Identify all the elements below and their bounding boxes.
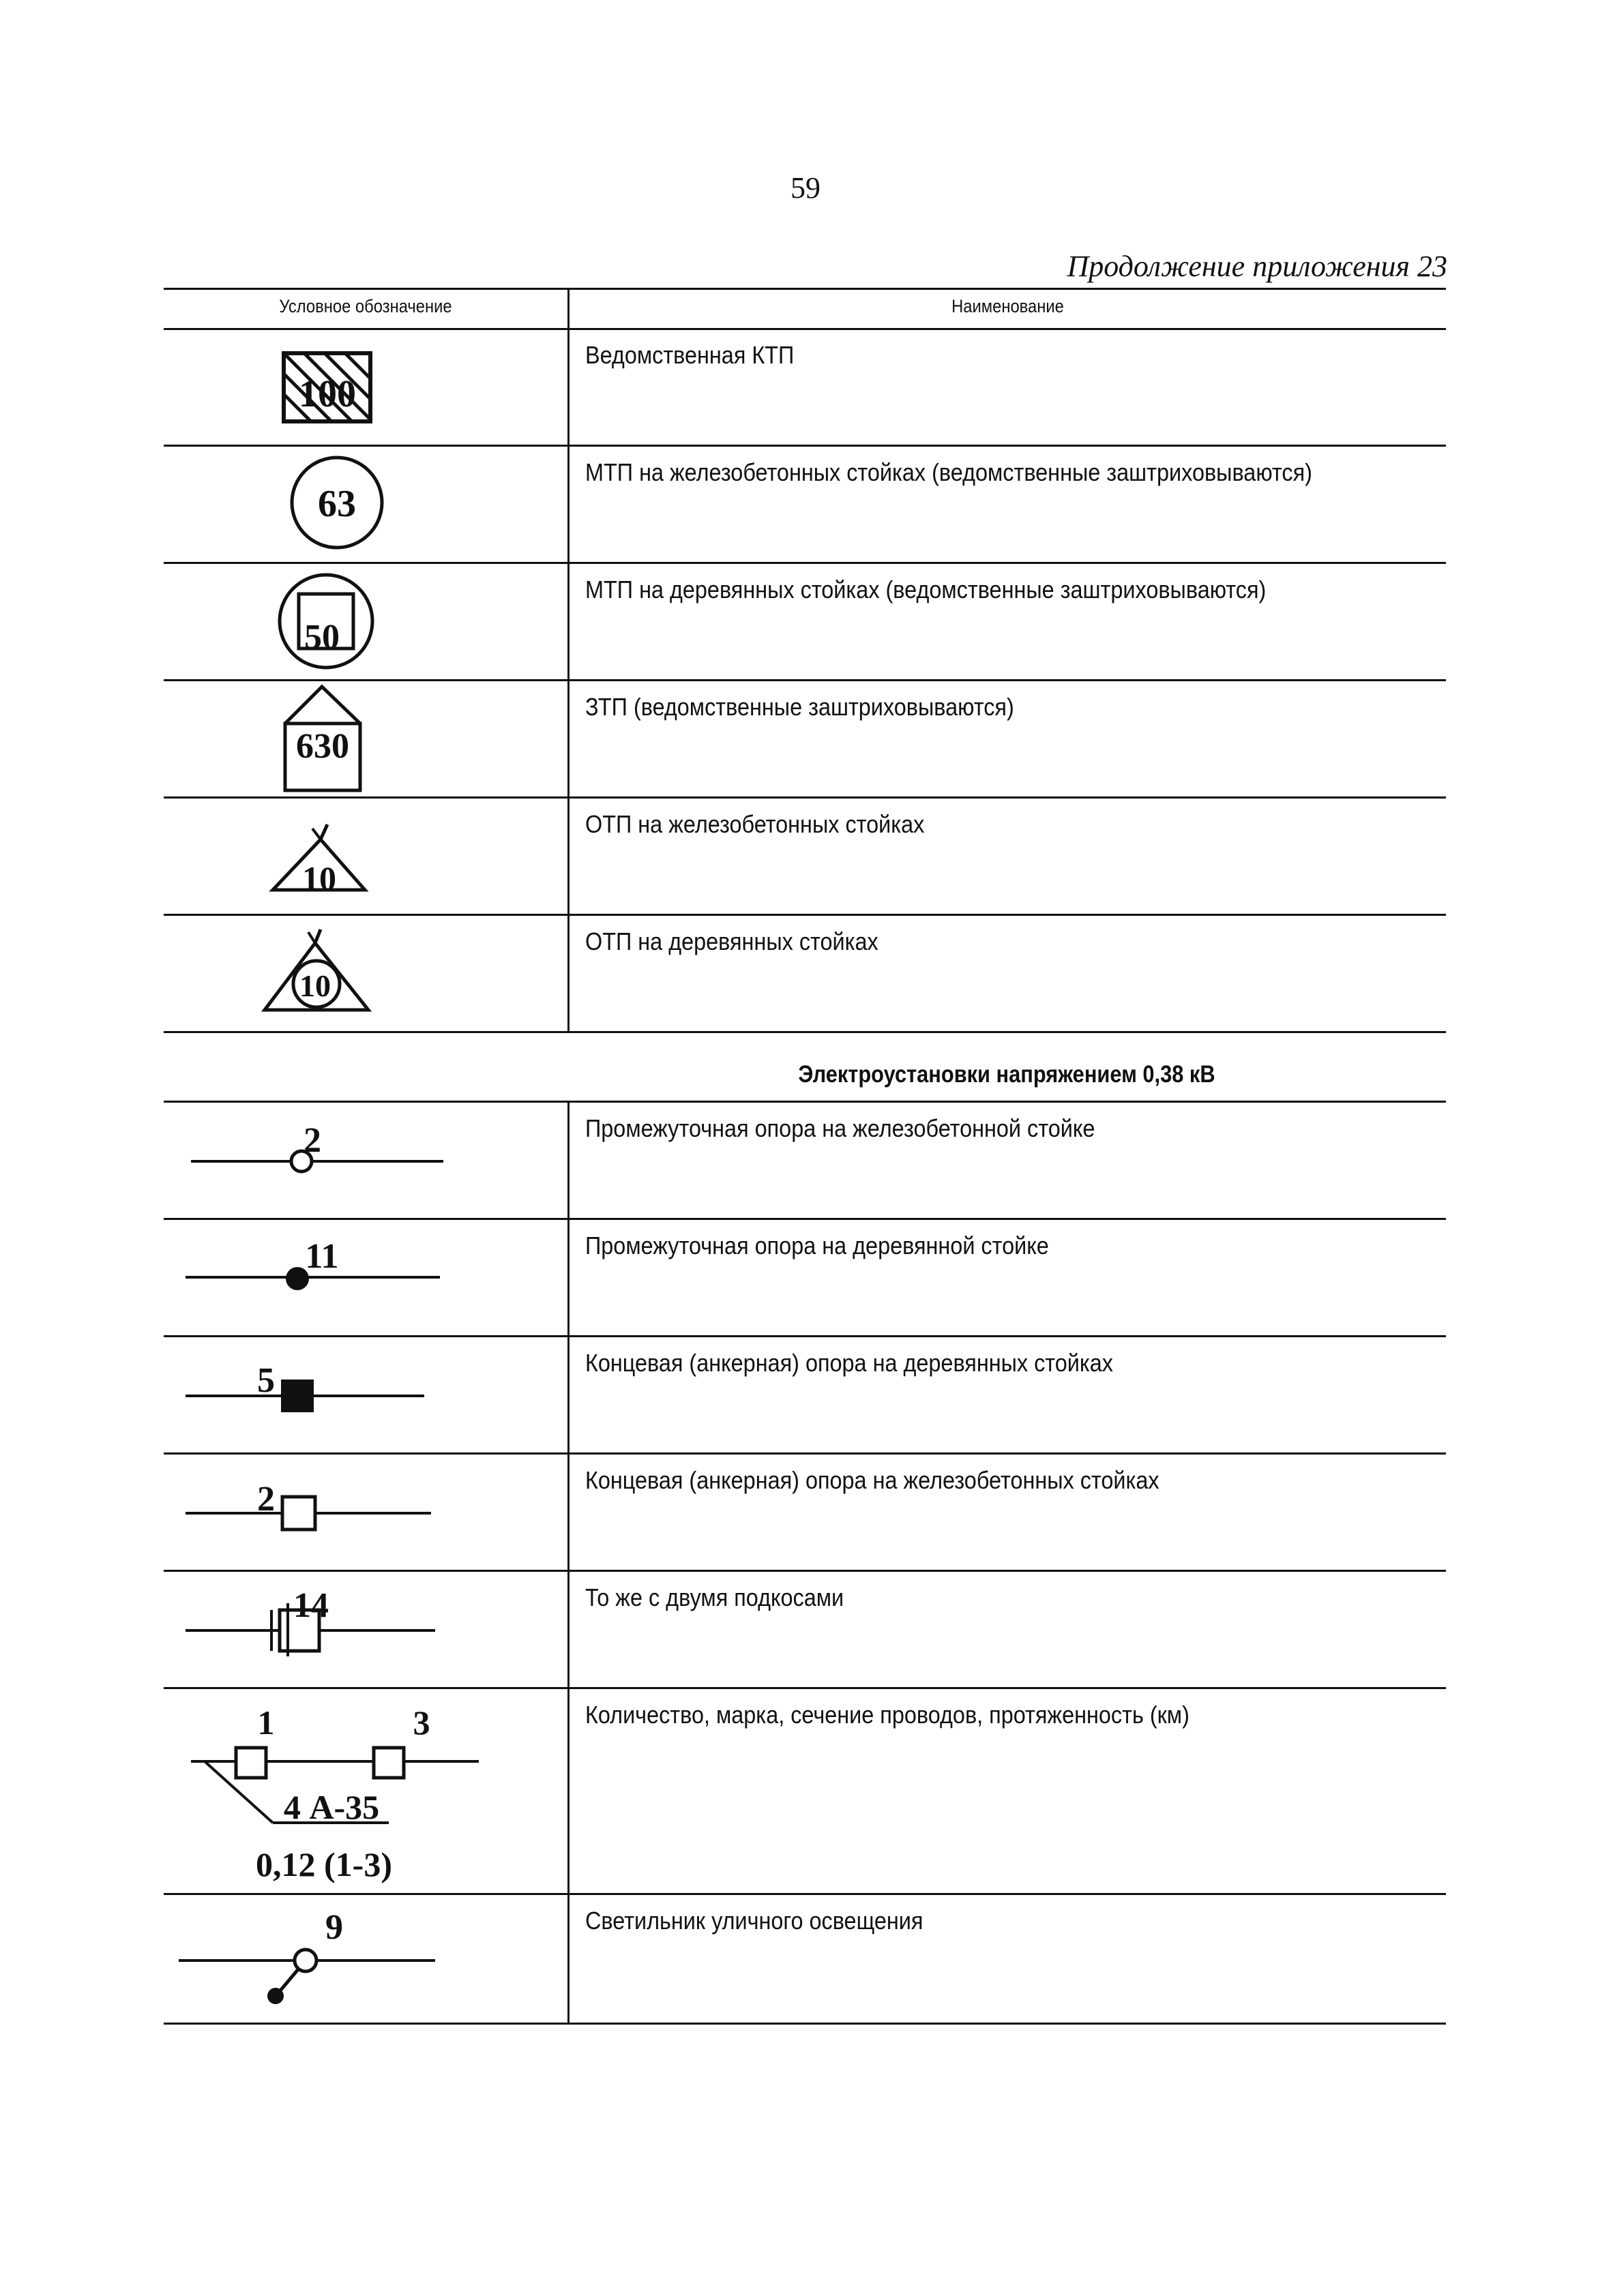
- row-name: ЗТП (ведомственные заштриховываются): [585, 693, 1014, 721]
- svg-text:5: 5: [257, 1361, 275, 1400]
- mtp-circle-icon: [164, 447, 567, 562]
- svg-text:14: 14: [293, 1586, 329, 1625]
- wire-spec-icon: [164, 1689, 567, 1893]
- svg-text:9: 9: [325, 1908, 343, 1947]
- column-divider: [567, 1101, 570, 2023]
- svg-text:0,12 (1-3): 0,12 (1-3): [256, 1845, 392, 1883]
- svg-text:2: 2: [257, 1480, 275, 1519]
- row-name: ОТП на деревянных стойках: [585, 927, 878, 955]
- pole-hollow-circle-icon: [164, 1103, 567, 1218]
- ktp-hatched-square-icon: [164, 330, 567, 445]
- row-name: Концевая (анкерная) опора на деревянных стойках: [585, 1349, 1114, 1377]
- svg-text:3: 3: [413, 1703, 430, 1742]
- section-title: Электроустановки напряжением 0,38 кВ: [798, 1061, 1215, 1088]
- svg-text:50: 50: [304, 618, 340, 657]
- row-name: Концевая (анкерная) опора на железобетонных стойках: [585, 1466, 1159, 1494]
- svg-text:10: 10: [302, 859, 336, 897]
- table-bottom-rule: [164, 2023, 1446, 2025]
- svg-text:10: 10: [299, 968, 331, 1003]
- page-number: 59: [790, 171, 821, 205]
- column-divider: [567, 288, 570, 1031]
- row-name: Промежуточная опора на деревянной стойке: [585, 1232, 1049, 1259]
- row-name: Количество, марка, сечение проводов, протяженность (км): [585, 1701, 1189, 1729]
- row-name: Светильник уличного освещения: [585, 1907, 923, 1935]
- svg-text:11: 11: [305, 1237, 339, 1276]
- street-light-icon: [164, 1895, 567, 2023]
- svg-text:630: 630: [296, 727, 349, 766]
- anchor-hollow-square-icon: [164, 1455, 567, 1570]
- mtp-circle-square-icon: [164, 564, 567, 679]
- svg-text:4 А-35: 4 А-35: [283, 1788, 380, 1826]
- svg-text:2: 2: [304, 1121, 321, 1160]
- row-name: ОТП на железобетонных стойках: [585, 810, 925, 838]
- header-name: Наименование: [951, 296, 1064, 316]
- svg-text:1: 1: [257, 1703, 275, 1742]
- row-rule: [164, 1031, 1446, 1033]
- header-symbol: Условное обозначение: [279, 296, 452, 316]
- row-name: МТП на деревянных стойках (ведомственные заштриховываются): [585, 576, 1267, 603]
- pole-filled-circle-icon: [164, 1220, 567, 1335]
- svg-text:63: 63: [318, 483, 356, 525]
- svg-text:100: 100: [299, 373, 356, 415]
- row-name: Ведомственная КТП: [585, 341, 795, 369]
- anchor-filled-square-icon: [164, 1337, 567, 1452]
- table-top-rule: [164, 288, 1446, 290]
- otp-triangle-circle-icon: [164, 916, 567, 1031]
- appendix-continuation-note: Продолжение приложения 23: [1067, 250, 1447, 283]
- otp-triangle-icon: [164, 799, 567, 914]
- row-name: МТП на железобетонных стойках (ведомственные заштриховываются): [585, 458, 1312, 486]
- row-name: То же с двумя подкосами: [585, 1583, 844, 1611]
- ztp-house-icon: [164, 681, 567, 796]
- row-name: Промежуточная опора на железобетонной стойке: [585, 1114, 1095, 1142]
- double-brace-square-icon: [164, 1572, 567, 1687]
